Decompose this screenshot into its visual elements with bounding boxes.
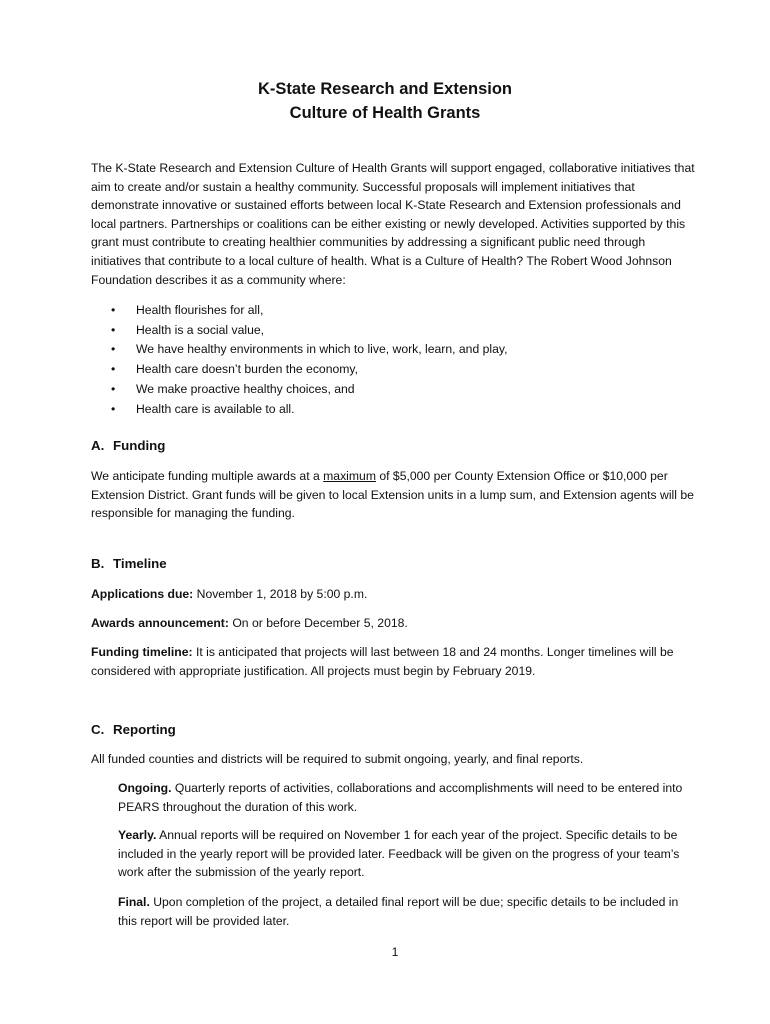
list-item [108,400,507,420]
list-item-text: Health care doesn’t burden the economy, [136,362,358,377]
applications-due-value: November 1, 2018 by 5:00 p.m. [193,587,368,601]
funding-paragraph [91,467,697,523]
bullet-icon: • [111,342,116,357]
document-title-line-1: K-State Research and Extension [258,80,512,98]
timeline-heading [91,554,167,574]
funding-timeline-label: Funding timeline: [91,645,193,659]
timeline-heading-letter: B. [91,556,105,571]
yearly-report [118,826,698,882]
reporting-intro: All funded counties and districts will be required to submit ongoing, yearly, and final reports. [91,752,584,766]
yearly-text: Annual reports will be required on November 1 for each year of the project. Specific details to be included in the yearly report will be provided later. Feedback will be given on the progress of your team’s work after the submission of the yearly report. [118,828,680,880]
list-item [108,360,507,380]
bullet-icon: • [111,401,116,416]
final-label: Final. [118,895,150,909]
applications-due-label: Applications due: [91,587,194,601]
bullet-icon: • [111,322,116,337]
reporting-heading-text: Reporting [113,722,176,737]
ongoing-report [118,779,698,816]
list-item [108,301,507,321]
document-title-line-2: Culture of Health Grants [289,104,481,122]
applications-due [91,585,697,604]
bullet-icon: • [111,303,116,317]
awards-announcement [91,614,697,633]
funding-heading-letter: A. [91,438,105,453]
list-item [108,380,507,400]
funding-text-before: We anticipate funding multiple awards at a [91,469,324,483]
list-item-text: We have healthy environments in which to live, work, learn, and play, [136,342,508,357]
list-item-text: Health is a social value, [136,322,265,337]
ongoing-text: Quarterly reports of activities, collaborations and accomplishments will need to be entered into PEARS throughout the duration of this work. [118,781,683,814]
final-report [118,893,698,930]
bullet-icon: • [111,381,116,396]
awards-announcement-value: On or before December 5, 2018. [228,616,408,630]
list-item-text: Health flourishes for all, [136,303,264,317]
culture-of-health-list [108,301,507,419]
list-item [108,321,507,341]
page-number: 1 [391,945,399,959]
list-item-text: Health care is available to all. [136,401,295,416]
final-text: Upon completion of the project, a detailed final report will be due; specific details to be included in this report will be provided later. [118,895,679,928]
list-item-text: We make proactive healthy choices, and [136,381,355,396]
funding-heading [91,436,165,456]
funding-timeline [91,643,697,680]
funding-timeline-value: It is anticipated that projects will last between 18 and 24 months. Longer timelines will be considered with appropriate justification. All projects must begin by February 2019. [91,645,674,678]
funding-text-after: of $5,000 per County Extension Office or $10,000 per Extension District. Grant funds will be given to local Extension units in a lump sum, and Extension agents will be responsible for managing the funding. [91,469,694,521]
funding-heading-text: Funding [113,438,166,453]
awards-announcement-label: Awards announcement: [91,616,229,630]
intro-paragraph: The K-State Research and Extension Culture of Health Grants will support engaged, collaborative initiatives that aim to create and/or sustain a healthy community. Successful proposals will implement initiatives that demonstrate innovative or sustained efforts between local K-State Research and Extension professionals and local partners. Partnerships or coalitions can be either existing or newly developed. Activities supported by this grant must contribute to creating healthier communities by addressing a significant public need through initiatives that contribute to a local culture of health. What is a Culture of Health? The Robert Wood Johnson Foundation describes it as a community where: [91,161,695,287]
funding-text-underlined: maximum [323,469,376,483]
bullet-icon: • [111,362,116,377]
reporting-heading-letter: C. [91,722,105,737]
reporting-heading [91,720,176,740]
list-item [108,340,507,360]
ongoing-label: Ongoing. [118,781,172,795]
timeline-heading-text: Timeline [113,556,167,571]
yearly-label: Yearly. [118,828,157,842]
